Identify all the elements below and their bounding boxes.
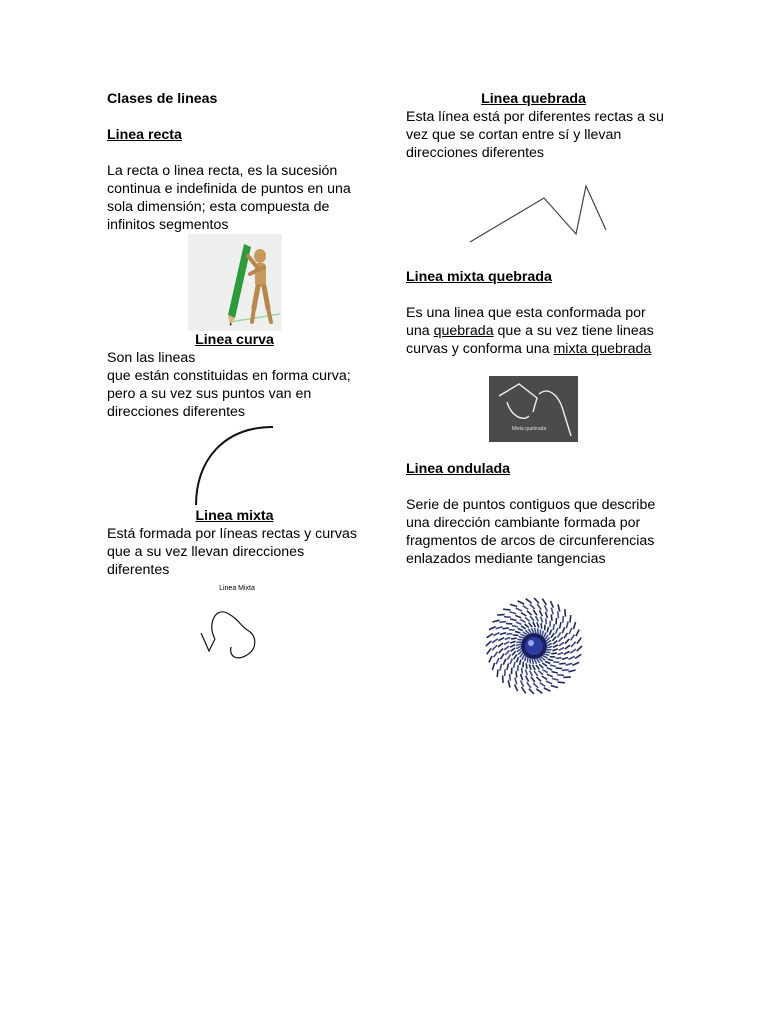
mixta-description: Está formada por líneas rectas y curvas que a su vez llevan direcciones diferentes bbox=[107, 526, 357, 578]
mixta-quebrada-description bbox=[406, 304, 668, 358]
ondulada-description: Serie de puntos contiguos que describe una dirección cambiante formada por fragmentos de arcos de circunferencias enlazados mediante tangencias bbox=[406, 497, 656, 567]
heading-linea-curva: Linea curva bbox=[195, 332, 274, 348]
heading-linea-recta: Linea recta bbox=[107, 127, 182, 143]
mixed-line-figure bbox=[199, 585, 275, 677]
curva-description-line1: Son las lineas bbox=[107, 350, 196, 366]
document-title: Clases de lineas bbox=[107, 91, 218, 107]
heading-linea-mixta-quebrada: Linea mixta quebrada bbox=[406, 269, 552, 285]
figure-caption-mixta-quebrada: Mixta quebrada bbox=[511, 426, 547, 432]
left-column bbox=[107, 90, 362, 677]
curva-description: que están constituidas en forma curva; pero a su vez sus puntos van en direcciones diferentes bbox=[107, 368, 351, 420]
mixed-broken-line-image bbox=[489, 376, 578, 442]
pencil-mannequin-image bbox=[188, 234, 282, 331]
heading-linea-quebrada: Linea quebrada bbox=[481, 91, 586, 107]
right-column bbox=[406, 90, 668, 702]
recta-description: La recta o linea recta, es la sucesión continua e indefinida de puntos en una sola dimensión; esta compuesta de infinitos segmentos bbox=[107, 163, 351, 233]
link-quebrada[interactable]: quebrada bbox=[433, 323, 494, 339]
link-mixta-quebrada[interactable]: mixta quebrada bbox=[553, 341, 652, 357]
heading-linea-mixta: Linea mixta bbox=[195, 508, 274, 524]
mixta-quebrada-text-a: Es una linea que esta conformada por una bbox=[406, 305, 646, 339]
curve-line-figure bbox=[193, 421, 283, 507]
quebrada-description: Esta línea está por diferentes rectas a su vez que se cortan entre sí y llevan direcciones diferentes bbox=[406, 109, 664, 161]
broken-line-figure bbox=[466, 180, 616, 250]
mixta-quebrada-text-b: que a su vez tiene lineas curvas y conforma una bbox=[406, 323, 654, 357]
figure-caption: Linea Mixta bbox=[219, 585, 255, 592]
heading-linea-ondulada: Linea ondulada bbox=[406, 461, 511, 477]
wavy-spiral-image bbox=[482, 590, 586, 702]
